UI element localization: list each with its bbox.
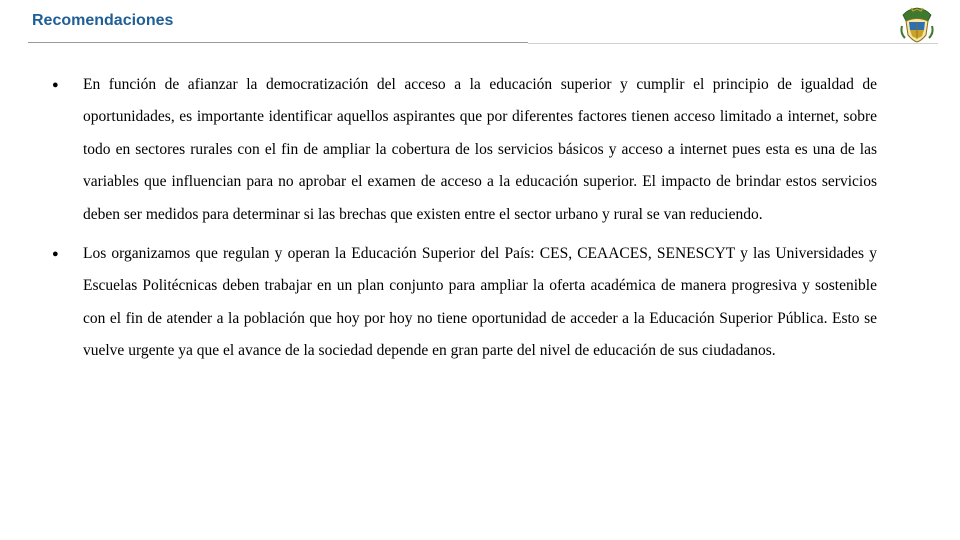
- header-divider-light: [528, 43, 938, 44]
- bullet-icon: ●: [52, 248, 59, 261]
- page-title: Recomendaciones: [32, 12, 174, 29]
- recommendations-list: [52, 69, 877, 368]
- university-emblem-icon: [898, 6, 936, 44]
- header-divider: [28, 42, 528, 43]
- list-item-text: Los organizamos que regulan y operan la Educación Superior del País: CES, CEAACES, SENESCYT y las Universidades y Escuelas Politécnicas deben trabajar en un plan conjunto para ampliar la oferta académica de manera progresiva y sostenible con el fin de atender a la población que hoy por hoy no tiene oportunidad de acceder a la Educación Superior Pública. Esto se vuelve urgente ya que el avance de la sociedad depende en gran parte del nivel de educación de sus ciudadanos.: [83, 245, 877, 360]
- bullet-icon: ●: [52, 79, 59, 91]
- list-item: [52, 69, 877, 231]
- list-item: [52, 238, 877, 368]
- list-item-text: En función de afianzar la democratización del acceso a la educación superior y cumplir el principio de igualdad de oportunidades, es importante identificar aquellos aspirantes que por diferentes factores tienen acceso limitado a internet, sobre todo en sectores rurales con el fin de ampliar la cobertura de los servicios básicos y acceso a internet pues esta es una de las variables que influencian para no aprobar el examen de acceso a la educación superior. El impacto de brindar estos servicios deben ser medidos para determinar si las brechas que existen entre el sector urbano y rural se van reduciendo.: [83, 76, 877, 223]
